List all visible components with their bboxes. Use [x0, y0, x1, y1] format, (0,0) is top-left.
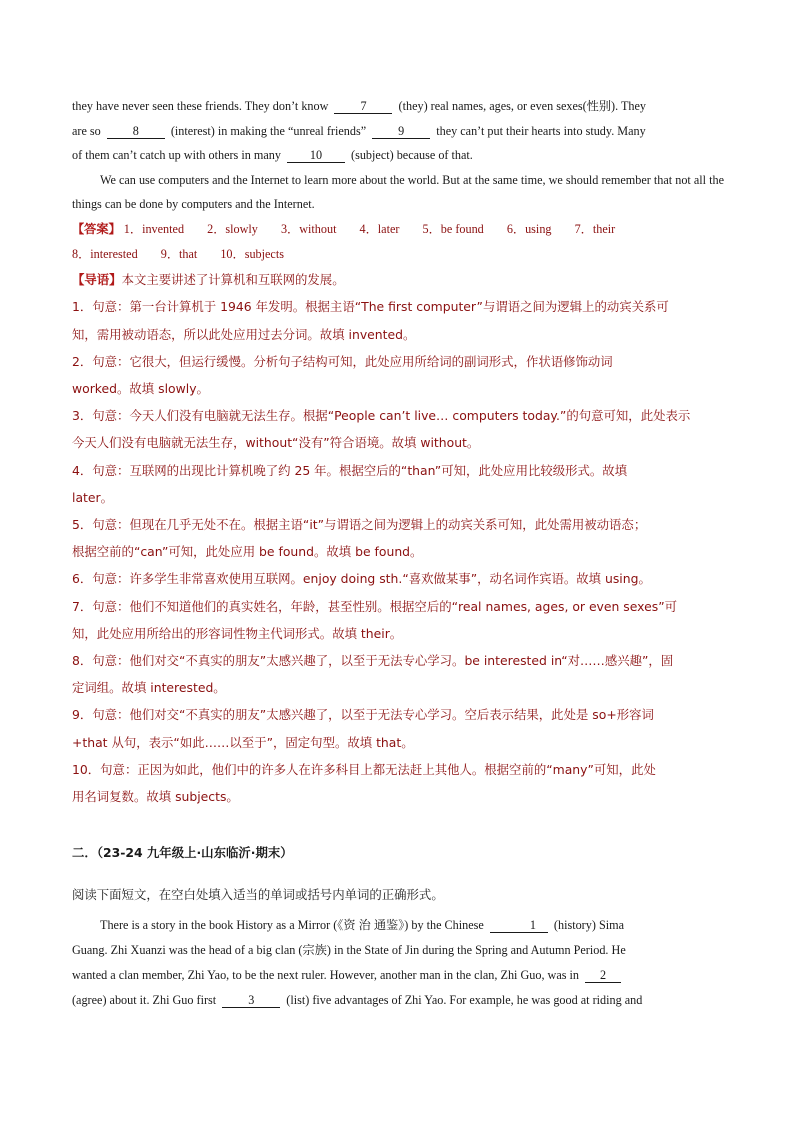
answer-item: 5．be found [422, 221, 484, 236]
explanation-item: 8．句意：他们对交“不真实的朋友”太感兴趣了，以至于无法专心学习。be interested in“对……感兴趣”，固 定词组。故填 interested。 [72, 653, 674, 696]
answer-item: 8．interested [72, 246, 138, 261]
passage-paragraph: We can use computers and the Internet to learn more about the world. But at the same time, we should remember that not all the things can be done by computers and the Internet. [72, 172, 724, 212]
passage-line: Guang. Zhi Xuanzi was the head of a big clan (宗族) in the State of Jin during the Spring and Autumn Period. He [72, 943, 626, 958]
explanation-item: 6．句意：许多学生非常喜欢使用互联网。enjoy doing sth.“喜欢做某事”，动名词作宾语。故填 using。 [72, 571, 651, 587]
explanation-item: 5．句意：但现在几乎无处不在。根据主语“it”与谓语之间为逻辑上的动宾关系可知，此处需用被动语态； 根据空前的“can”可知，此处应用 be found。故填 be found。 [72, 516, 647, 560]
passage-line: they have never seen these friends. They don’t know 7 (they) real names, ages, or even sexes(性别). They [72, 99, 647, 113]
answer-item: 9．that [160, 246, 198, 261]
passage-line: wanted a clan member, Zhi Yao, to be the next ruler. However, another man in the clan, Zhi Guo, was in 2 [72, 963, 724, 988]
answer-item: 7．their [574, 221, 616, 236]
answer-item: 4．later [359, 221, 400, 236]
blank-7: 7 [334, 99, 392, 114]
explanation-item: 3．句意：今天人们没有电脑就无法生存。根据“People can’t live… computers today.”的句意可知，此处表示 今天人们没有电脑就无法生存，without“没有”符合语境。故填 without。 [72, 408, 691, 451]
blank-2: 2 [585, 968, 621, 983]
guide-line: 【导语】本文主要讲述了计算机和互联网的发展。 [72, 272, 345, 288]
blank-3: 3 [222, 993, 280, 1008]
answer-item: 1．invented [123, 221, 185, 236]
explanation-item: 2．句意：它很大，但运行缓慢。分析句子结构可知，此处应用所给词的副词形式，作状语修饰动词 worked。故填 slowly。 [72, 353, 613, 396]
passage-1 [72, 94, 724, 217]
blank-9: 9 [372, 124, 430, 139]
answer-row [72, 242, 724, 267]
explanation-item: 1．句意：第一台计算机于 1946 年发明。根据主语“The first computer”与谓语之间为逻辑上的动宾关系可 知，需用被动语态，所以此处应用过去分词。故填 invented。 [72, 299, 669, 342]
passage-line: are so 8 (interest) in making the “unreal friends” 9 they can’t put their hearts into study. Many [72, 123, 646, 138]
explanation-item: 9．句意：他们对交“不真实的朋友”太感兴趣了，以至于无法专心学习。空后表示结果，此处是 so+形容词 +that 从句，表示“如此……以至于”，固定句型。故填 that。 [72, 707, 654, 750]
answer-tag: 【答案】 [72, 221, 121, 236]
section-instruction: 阅读下面短文，在空白处填入适当的单词或括号内单词的正确形式。 [72, 887, 444, 903]
section-heading: 二．（23-24 九年级上·山东临沂·期末） [72, 845, 293, 861]
explanation-list [72, 293, 724, 810]
answer-block [72, 217, 724, 266]
blank-8: 8 [107, 124, 165, 139]
passage-line: (agree) about it. Zhi Guo first 3 (list) five advantages of Zhi Yao. For example, he was good at riding and [72, 993, 643, 1008]
passage-line: There is a story in the book History as a Mirror (《资 治 通鉴》) by the Chinese 1 (history) Sima [100, 918, 624, 933]
explanation-item: 4．句意：互联网的出现比计算机晚了约 25 年。根据空后的“than”可知，此处应用比较级形式。故填 later。 [72, 462, 628, 505]
passage-line: of them can’t catch up with others in many 10 (subject) because of that. [72, 148, 473, 163]
passage-2 [72, 913, 724, 1013]
answer-row [72, 217, 724, 242]
answer-item: 3．without [280, 221, 337, 236]
explanation-item: 7．句意：他们不知道他们的真实姓名，年龄，甚至性别。根据空后的“real names, ages, or even sexes”可 知，此处应用所给出的形容词性物主代词形式。故填 their。 [72, 598, 678, 641]
blank-1: 1 [490, 918, 548, 933]
answer-item: 10．subjects [220, 246, 284, 261]
explanation-item: 10．句意：正因为如此，他们中的许多人在许多科目上都无法赶上其他人。根据空前的“many”可知，此处 用名词复数。故填 subjects。 [72, 761, 656, 805]
answer-item: 6．using [506, 221, 552, 236]
blank-10: 10 [287, 148, 345, 163]
answer-item: 2．slowly [207, 221, 258, 236]
guide-tag: 【导语】 [72, 272, 122, 288]
